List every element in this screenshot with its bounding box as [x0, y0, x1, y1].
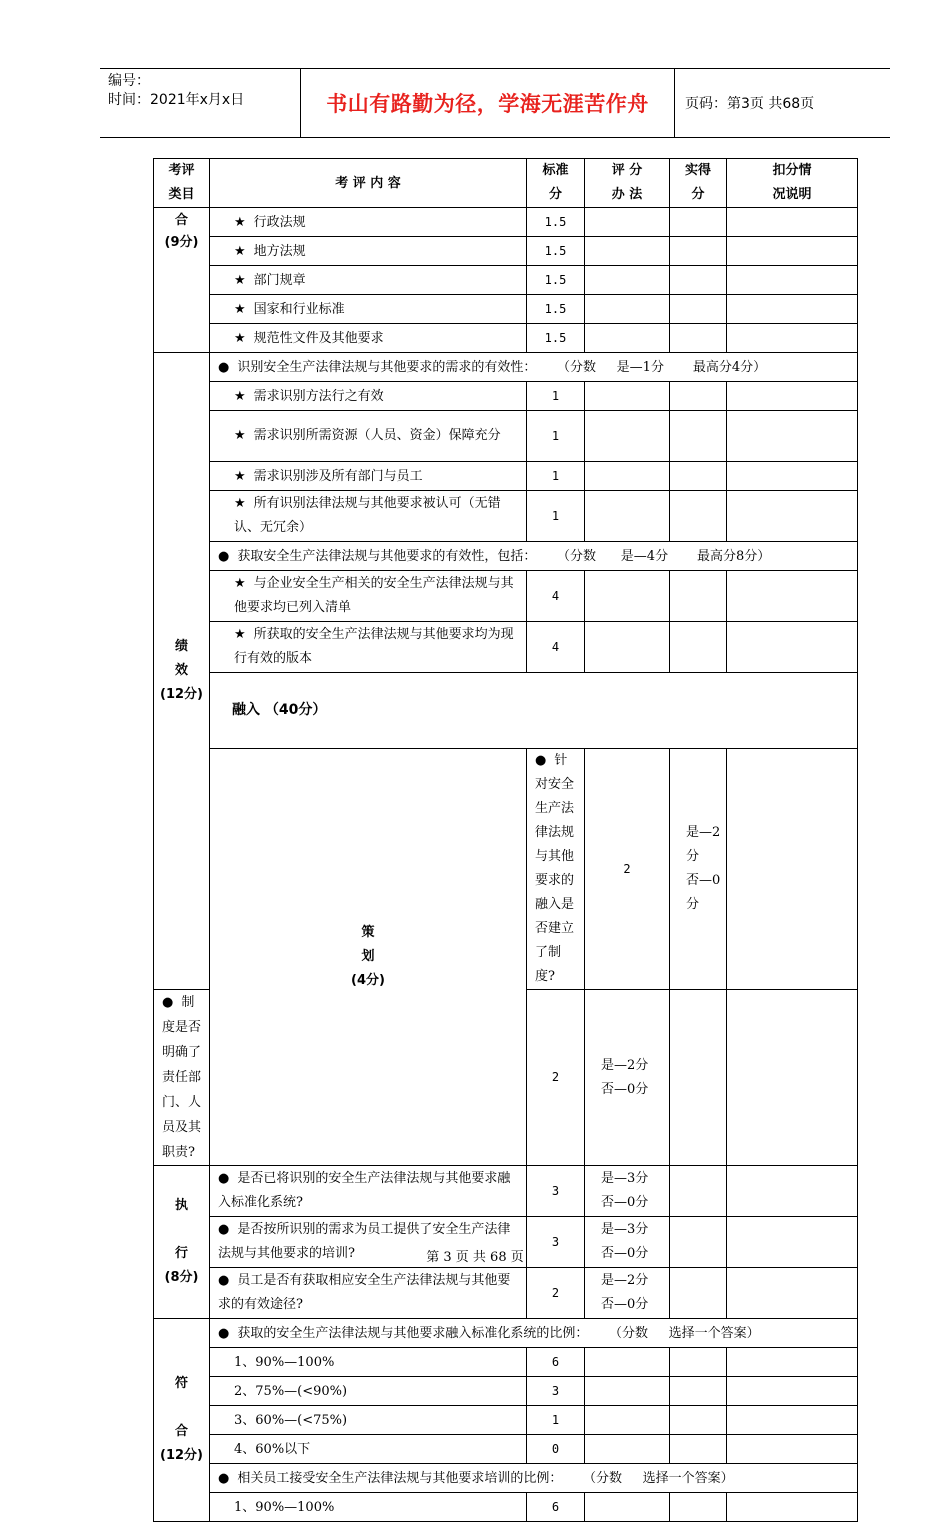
item-score: 3 — [527, 1377, 585, 1406]
item-score: 6 — [527, 1493, 585, 1522]
table-row — [154, 673, 858, 749]
method-cell — [585, 1493, 670, 1522]
method-cell — [585, 266, 670, 295]
category-cell: 合 (9分) — [154, 208, 210, 353]
category-cell: 策 划 (4分) — [210, 749, 527, 1166]
item-score: 2 — [527, 990, 585, 1166]
table-row — [154, 295, 858, 324]
actual-cell — [670, 622, 727, 673]
method-cell — [585, 324, 670, 353]
item-text: ★ 所有识别法律法规与其他要求被认可（无错认、无冗余） — [210, 491, 527, 542]
method-cell: 是—3分 否—0分 — [585, 1217, 670, 1268]
deduction-cell — [727, 1406, 858, 1435]
deduction-cell — [727, 990, 858, 1166]
item-text: ★ 需求识别所需资源（人员、资金）保障充分 — [210, 411, 527, 462]
actual-cell — [670, 462, 727, 491]
table-row — [154, 411, 858, 462]
method-cell: 是—2分 否—0分 — [585, 1268, 670, 1319]
item-text: 2、75%—(<90%) — [210, 1377, 527, 1406]
item-score: 3 — [527, 1217, 585, 1268]
actual-cell — [670, 1493, 727, 1522]
actual-cell — [670, 266, 727, 295]
category-cell: 符 合 (12分) — [154, 1319, 210, 1522]
table-row — [154, 1493, 858, 1522]
deduction-cell — [727, 324, 858, 353]
actual-cell — [670, 571, 727, 622]
page-header — [100, 68, 890, 138]
item-score: 1 — [527, 411, 585, 462]
actual-cell — [670, 324, 727, 353]
criterion-heading: ● 识别安全生产法律法规与其他要求的需求的有效性： （分数 是—1分 最高分4分） — [210, 353, 858, 382]
criterion-heading: ● 获取的安全生产法律法规与其他要求融入标准化系统的比例： （分数 选择一个答案） — [210, 1319, 858, 1348]
deduction-cell — [727, 1348, 858, 1377]
item-text: ★ 需求识别涉及所有部门与员工 — [210, 462, 527, 491]
item-text: 1、90%—100% — [210, 1493, 527, 1522]
item-text: ★ 地方法规 — [210, 237, 527, 266]
section-title: 融入 （40分） — [210, 673, 858, 749]
item-text: ● 是否按所识别的需求为员工提供了安全生产法律法规与其他要求的培训? — [210, 1217, 527, 1268]
method-cell — [585, 1348, 670, 1377]
category-cell: 执 行 (8分) — [154, 1166, 210, 1319]
header-content: 考 评 内 容 — [210, 159, 527, 208]
actual-cell — [670, 237, 727, 266]
table-row — [154, 1319, 858, 1348]
method-cell — [585, 237, 670, 266]
table-row — [154, 1406, 858, 1435]
item-score: 1 — [527, 1406, 585, 1435]
item-text: ★ 需求识别方法行之有效 — [210, 382, 527, 411]
method-cell — [585, 571, 670, 622]
method-cell: 是—2分 否—0分 — [585, 990, 670, 1166]
table-row — [154, 571, 858, 622]
item-text: 1、90%—100% — [210, 1348, 527, 1377]
method-cell — [585, 295, 670, 324]
header-slogan: 书山有路勤为径，学海无涯苦作舟 — [301, 69, 675, 137]
item-score: 2 — [585, 749, 670, 990]
table-row — [154, 749, 858, 990]
table-row — [154, 491, 858, 542]
item-text: ★ 所获取的安全生产法律法规与其他要求均为现行有效的版本 — [210, 622, 527, 673]
method-cell: 是—2分 否—0分 — [670, 749, 727, 990]
deduction-cell — [727, 1435, 858, 1464]
table-row — [154, 266, 858, 295]
table-row — [154, 1166, 858, 1217]
table-row — [154, 382, 858, 411]
method-cell — [585, 411, 670, 462]
item-text: ★ 国家和行业标准 — [210, 295, 527, 324]
table-header-row — [154, 159, 858, 208]
method-cell — [585, 382, 670, 411]
actual-cell — [670, 1348, 727, 1377]
actual-cell — [670, 1268, 727, 1319]
actual-cell — [670, 1377, 727, 1406]
header-page-info: 页码：第3页 共68页 — [685, 96, 815, 112]
method-cell: 是—3分 否—0分 — [585, 1166, 670, 1217]
table-row — [154, 542, 858, 571]
item-score: 1.5 — [527, 237, 585, 266]
item-text: 3、60%—(<75%) — [210, 1406, 527, 1435]
deduction-cell — [727, 571, 858, 622]
item-score: 6 — [527, 1348, 585, 1377]
item-text: ★ 部门规章 — [210, 266, 527, 295]
table-row — [154, 1348, 858, 1377]
header-deduction: 扣分情 况说明 — [727, 159, 858, 208]
criterion-heading: ● 获取安全生产法律法规与其他要求的有效性，包括： （分数 是—4分 最高分8分） — [210, 542, 858, 571]
header-category: 考评 类目 — [154, 159, 210, 208]
item-score: 2 — [527, 1268, 585, 1319]
deduction-cell — [727, 237, 858, 266]
page-footer: 第 3 页 共 68 页 — [426, 1250, 524, 1265]
actual-cell — [727, 749, 858, 990]
deduction-cell — [727, 491, 858, 542]
deduction-cell — [727, 382, 858, 411]
header-standard: 标准 分 — [527, 159, 585, 208]
deduction-cell — [727, 208, 858, 237]
actual-cell — [670, 411, 727, 462]
item-text: ★ 与企业安全生产相关的安全生产法律法规与其他要求均已列入清单 — [210, 571, 527, 622]
table-row — [154, 1435, 858, 1464]
table-row — [154, 353, 858, 382]
table-row — [154, 324, 858, 353]
table-row — [154, 1377, 858, 1406]
actual-cell — [670, 990, 727, 1166]
deduction-cell — [727, 462, 858, 491]
deduction-cell — [727, 1493, 858, 1522]
item-score: 1 — [527, 491, 585, 542]
table-row — [154, 1268, 858, 1319]
evaluation-table — [153, 158, 858, 1522]
item-score: 1.5 — [527, 295, 585, 324]
table-row — [154, 208, 858, 237]
item-text: ● 制度是否明确了责任部门、人员及其职责? — [154, 990, 210, 1166]
document-time-label: 时间：2021年x月x日 — [108, 92, 245, 108]
item-score: 1.5 — [527, 324, 585, 353]
deduction-cell — [727, 266, 858, 295]
item-text: ● 员工是否有获取相应安全生产法律法规与其他要求的有效途径? — [210, 1268, 527, 1319]
actual-cell — [670, 382, 727, 411]
deduction-cell — [727, 622, 858, 673]
criterion-heading: ● 相关员工接受安全生产法律法规与其他要求培训的比例： （分数 选择一个答案） — [210, 1464, 858, 1493]
actual-cell — [670, 1166, 727, 1217]
method-cell — [585, 1377, 670, 1406]
method-cell — [585, 462, 670, 491]
item-score: 1 — [527, 462, 585, 491]
category-cell: 绩 效 (12分) — [154, 353, 210, 990]
item-text: ● 针对安全生产法律法规与其他要求的融入是否建立了制度? — [527, 749, 585, 990]
deduction-cell — [727, 1166, 858, 1217]
item-text: ● 是否已将识别的安全生产法律法规与其他要求融入标准化系统? — [210, 1166, 527, 1217]
table-row — [154, 1464, 858, 1493]
item-score: 0 — [527, 1435, 585, 1464]
table-row — [154, 462, 858, 491]
method-cell — [585, 1435, 670, 1464]
table-row — [154, 237, 858, 266]
deduction-cell — [727, 295, 858, 324]
header-actual: 实得 分 — [670, 159, 727, 208]
deduction-cell — [727, 411, 858, 462]
method-cell — [585, 208, 670, 237]
table-row — [154, 622, 858, 673]
item-score: 4 — [527, 571, 585, 622]
item-score: 3 — [527, 1166, 585, 1217]
deduction-cell — [727, 1268, 858, 1319]
item-text: 4、60%以下 — [210, 1435, 527, 1464]
actual-cell — [670, 1406, 727, 1435]
item-score: 4 — [527, 622, 585, 673]
actual-cell — [670, 208, 727, 237]
method-cell — [585, 1406, 670, 1435]
actual-cell — [670, 1435, 727, 1464]
item-text: ★ 行政法规 — [210, 208, 527, 237]
item-score: 1 — [527, 382, 585, 411]
deduction-cell — [727, 1377, 858, 1406]
item-text: ★ 规范性文件及其他要求 — [210, 324, 527, 353]
item-score: 1.5 — [527, 266, 585, 295]
item-score: 1.5 — [527, 208, 585, 237]
actual-cell — [670, 491, 727, 542]
header-meta — [100, 69, 301, 137]
method-cell — [585, 491, 670, 542]
header-method: 评 分 办 法 — [585, 159, 670, 208]
actual-cell — [670, 295, 727, 324]
document-number-label: 编号： — [108, 73, 150, 89]
method-cell — [585, 622, 670, 673]
